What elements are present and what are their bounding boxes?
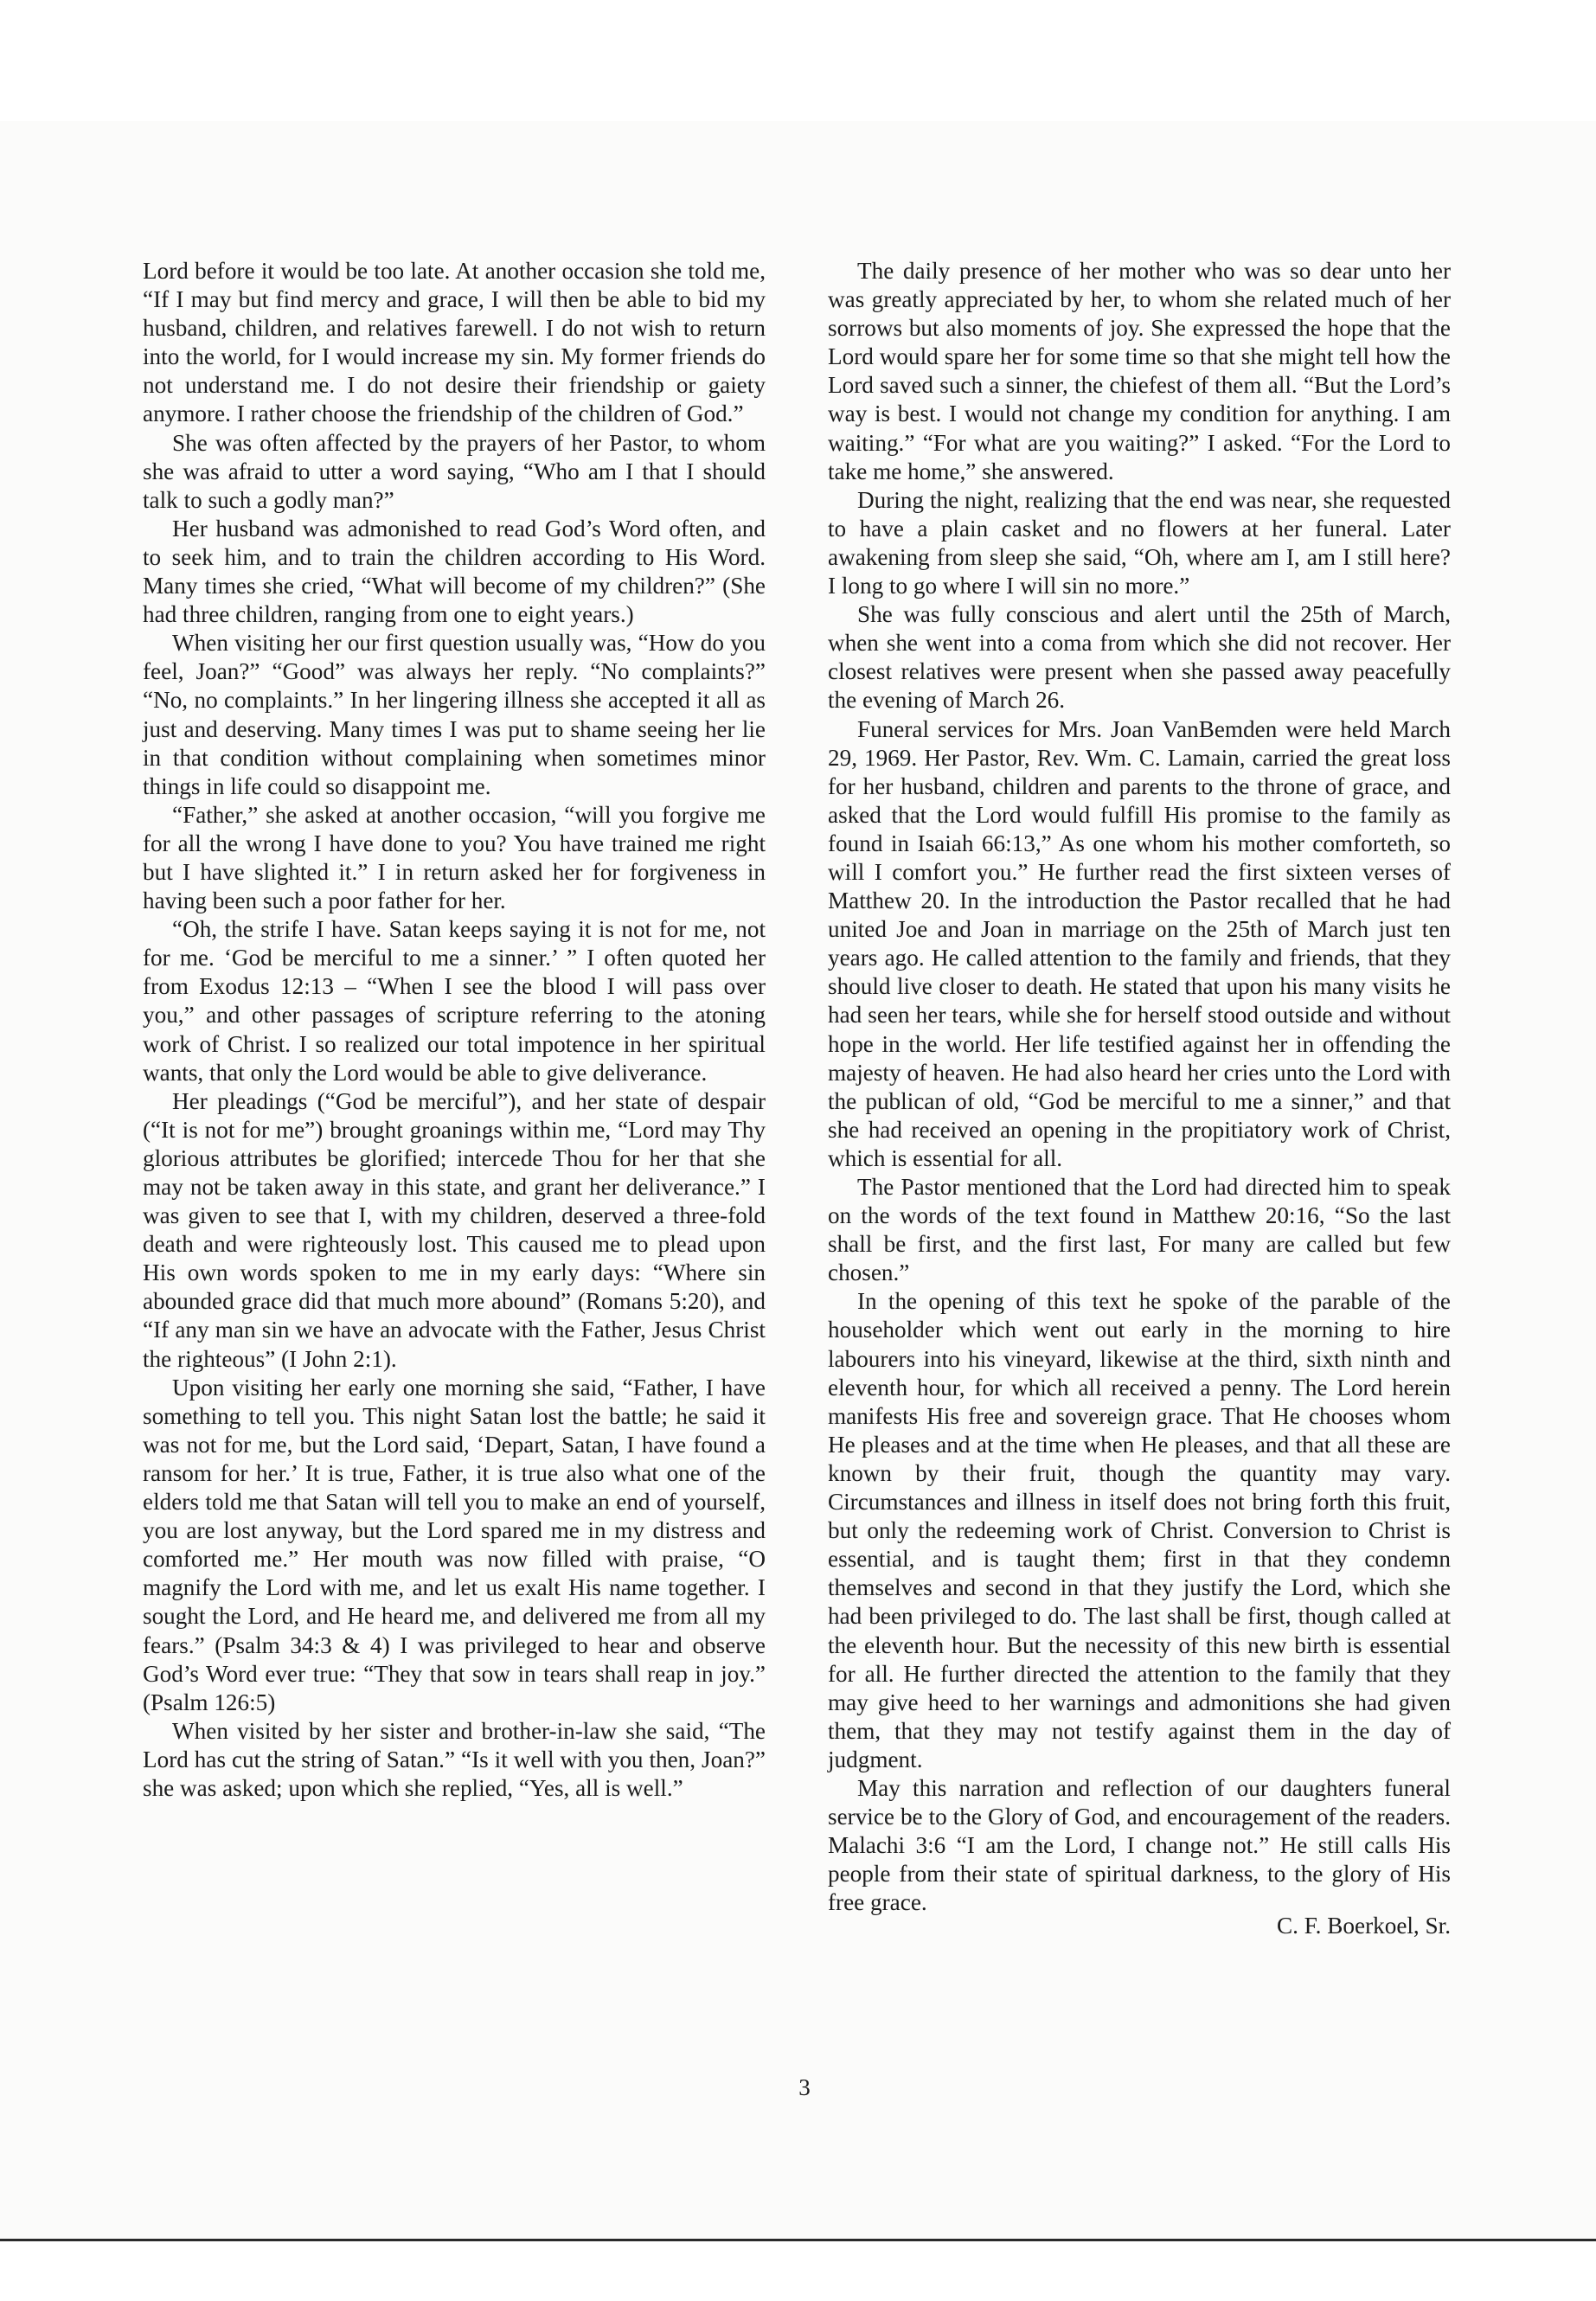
paragraph: Upon visiting her early one morning she said, “Father, I have something to tell you. This night Satan lost the battle; he said it was not for me, but the Lord said, ‘Depart, Satan, I have found a ransom for her.’ It is true, Father, it is true also what one of the elders told me that Satan will tell you to make an end of yourself, you are lost anyway, but the Lord spared me in my distress and comforted me.” Her mouth was now filled with praise, “O magnify the Lord with me, and let us exalt His name together. I sought the Lord, and He heard me, and delivered me from all my fears.” (Psalm 34:3 & 4) I was privileged to hear and observe God’s Word ever true: “They that sow in tears shall reap in joy.” (Psalm 126:5) — [143, 1374, 766, 1715]
paragraph: “Oh, the strife I have. Satan keeps saying it is not for me, not for me. ‘God be merciful to me a sinner.’ ” I often quoted her from Exodus 12:13 – “When I see the blood I will pass over you,” and other passages of scripture referring to the atoning work of Christ. I so realized our total impotence in her spiritual wants, that only the Lord would be able to give deliverance. — [143, 916, 766, 1086]
paragraph: May this narration and reflection of our daughters funeral service be to the Glory of God, and encouragement of the readers. Malachi 3:6 “I am the Lord, I change not.” He still calls His people from their state of spiritual darkness, to the glory of His free grace. — [828, 1774, 1451, 1916]
paragraph: Her pleadings (“God be merciful”), and her state of despair (“It is not for me”) brought groanings within me, “Lord may Thy glorious attributes be glorified; intercede Thou for her that she may not be taken away in this state, and grant her deliverance.” I was given to see that I, with my children, deserved a three-fold death and were righteously lost. This caused me to plead upon His own words spoken to me in my early days: “Where sin abounded grace did that much more abound” (Romans 5:20), and “If any man sin we have an advocate with the Father, Jesus Christ the righteous” (I John 2:1). — [143, 1087, 766, 1372]
paragraph: In the opening of this text he spoke of the parable of the householder which went out early in the morning to hire labourers into his vineyard, likewise at the third, sixth ninth and eleventh hour, for which all received a penny. The Lord herein manifests His free and sovereign grace. That He chooses whom He pleases and at the time when He pleases, and that all these are known by their fruit, though the quantity may vary. Circumstances and illness in itself does not bring forth this fruit, but only the redeeming work of Christ. Conversion to Christ is essential, and is taught them; first in that they condemn themselves and second in that they justify the Lord, which she had been privileged to do. The last shall be first, though called at the eleventh hour. But the necessity of this new birth is essential for all. He further directed the attention to the family that they may give heed to her warnings and admonitions she had given them, that they may not testify against them in the day of judgment. — [828, 1288, 1451, 1772]
paragraph: Her husband was admonished to read God’s Word often, and to seek him, and to train the children according to His Word. Many times she cried, “What will become of my children?” (She had three children, ranging from one to eight years.) — [143, 515, 766, 628]
author-signature: C. F. Boerkoel, Sr. — [1277, 1913, 1451, 1939]
right-column — [828, 257, 1451, 1941]
paragraph: When visited by her sister and brother-in-law she said, “The Lord has cut the string of Satan.” “Is it well with you then, Joan?” she was asked; upon which she replied, “Yes, all is well.” — [143, 1717, 766, 1801]
paragraph: When visiting her our first question usually was, “How do you feel, Joan?” “Good” was always her reply. “No complaints?” “No, no complaints.” In her lingering illness she accepted it all as just and deserving. Many times I was put to shame seeing her lie in that condition without complaining when sometimes minor things in life could so disappoint me. — [143, 630, 766, 799]
paragraph: “Father,” she asked at another occasion, “will you forgive me for all the wrong I have done to you? You have trained me right but I have slighted it.” I in return asked her for forgiveness in having been such a poor father for her. — [143, 801, 766, 914]
paragraph: Funeral services for Mrs. Joan VanBemden were held March 29, 1969. Her Pastor, Rev. Wm. C. Lamain, carried the great loss for her husband, children and parents to the throne of grace, and asked that the Lord would fulfill His promise to the family as found in Isaiah 66:13,” As one whom his mother comforteth, so will I comfort you.” He further read the first sixteen verses of Matthew 20. In the introduction the Pastor recalled that he had united Joe and Joan in marriage on the 25th of March just ten years ago. He called attention to the family and friends, that they should live closer to death. He stated that upon his many visits he had seen her tears, while she for herself stood outside and without hope in the world. Her life testified against her in offending the majesty of heaven. He had also heard her cries unto the Lord with the publican of old, “God be merciful to me a sinner,” and that she had received an opening in the propitiatory work of Christ, which is essential for all. — [828, 715, 1451, 1171]
paragraph: The daily presence of her mother who was so dear unto her was greatly appreciated by her, to whom she related much of her sorrows but also moments of joy. She expressed the hope that the Lord would spare her for some time so that she might tell how the Lord saved such a sinner, the chiefest of them all. “But the Lord’s way is best. I would not change my condition for anything. I am waiting.” “For what are you waiting?” I asked. “For the Lord to take me home,” she answered. — [828, 258, 1451, 484]
paragraph: She was often affected by the prayers of her Pastor, to whom she was afraid to utter a word saying, “Who am I that I should talk to such a godly man?” — [143, 429, 766, 513]
paragraph: During the night, realizing that the end was near, she requested to have a plain casket and no flowers at her funeral. Later awakening from sleep she said, “Oh, where am I, am I still here? I long to go where I will sin no more.” — [828, 486, 1451, 599]
left-column — [143, 257, 766, 1803]
paragraph: She was fully conscious and alert until the 25th of March, when she went into a coma from which she did not recover. Her closest relatives were present when she passed away peacefully the evening of March 26. — [828, 601, 1451, 714]
page-number: 3 — [798, 2074, 811, 2100]
paragraph: The Pastor mentioned that the Lord had directed him to speak on the words of the text found in Matthew 20:16, “So the last shall be first, and the first last, For many are called but few chosen.” — [828, 1174, 1451, 1286]
bottom-edge-rule — [0, 2239, 1596, 2241]
paragraph: Lord before it would be too late. At another occasion she told me, “If I may but find mercy and grace, I will then be able to bid my husband, children, and relatives farewell. I do not wish to return into the world, for I would increase my sin. My former friends do not understand me. I do not desire their friendship or gaiety anymore. I rather choose the friendship of the children of God.” — [143, 258, 766, 427]
